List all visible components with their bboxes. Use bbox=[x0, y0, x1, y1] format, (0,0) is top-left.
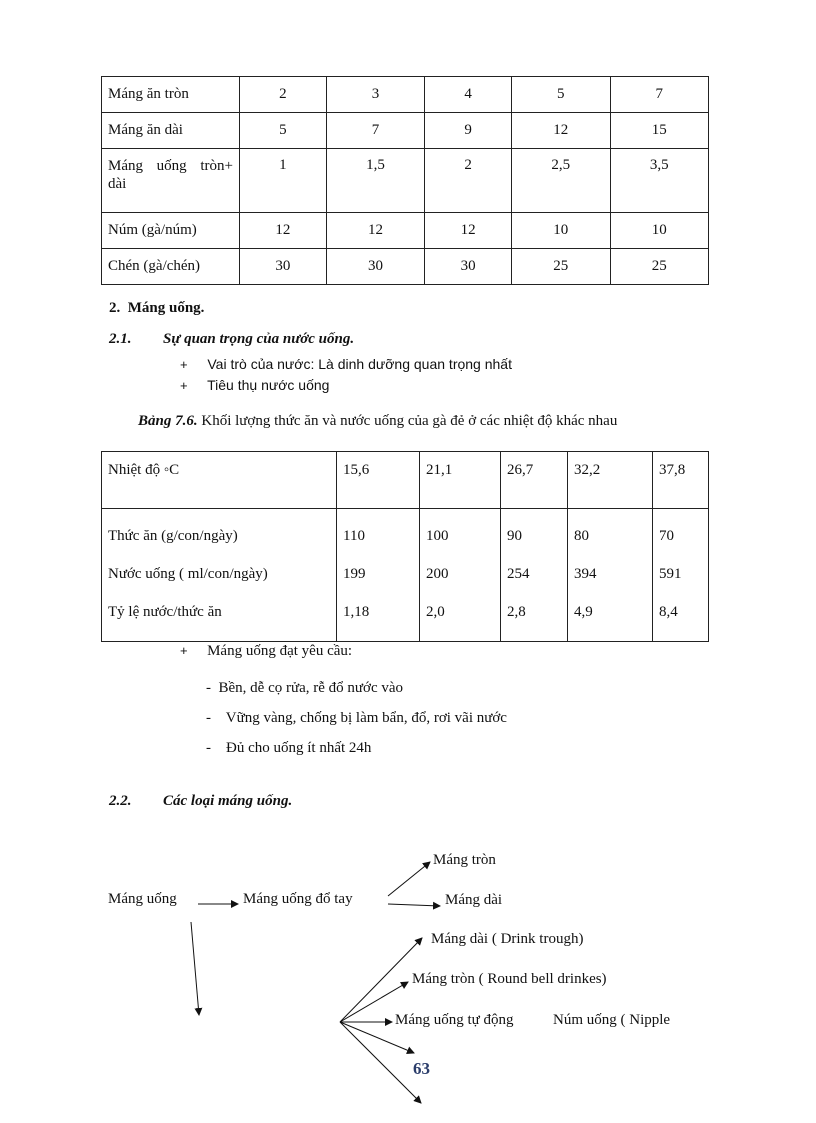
table-cell: 15 bbox=[610, 113, 709, 149]
table-cell: 200 bbox=[426, 566, 449, 582]
table-cell: 25 bbox=[610, 249, 709, 285]
table-cell: 90 bbox=[507, 528, 522, 544]
diagram-manual-round: Máng tròn bbox=[433, 852, 496, 868]
table-cell: 5 bbox=[512, 77, 610, 113]
row-label: Tỷ lệ nước/thức ăn bbox=[108, 604, 222, 620]
table-cell: 9 bbox=[425, 113, 512, 149]
page-number: 63 bbox=[413, 1059, 430, 1078]
table-cell: 3,5 bbox=[610, 149, 709, 213]
table-cell: 254 bbox=[507, 566, 530, 582]
header-cell: 37,8 bbox=[653, 452, 709, 509]
row-label: Máng ăn tròn bbox=[102, 77, 240, 113]
list-item-text: Vai trò của nước: Là dinh dưỡng quan trọng nhất bbox=[207, 356, 512, 372]
table-cell: 394 bbox=[574, 566, 597, 582]
table-cell: 30 bbox=[240, 249, 327, 285]
plus-bullet: + bbox=[180, 357, 188, 372]
table-cell: 1,18 bbox=[343, 604, 370, 620]
arrow-manual-to-long bbox=[388, 904, 440, 906]
table-cell: 2,8 bbox=[507, 604, 526, 620]
table-cell: 1,5 bbox=[326, 149, 424, 213]
list-item-text: Đủ cho uống ít nhất 24h bbox=[226, 740, 372, 756]
section-title: Sự quan trọng của nước uống. bbox=[163, 331, 355, 347]
table-cell: 12 bbox=[512, 113, 610, 149]
table-cell: 1 bbox=[240, 149, 327, 213]
diagram-auto: Máng uống tự động bbox=[395, 1012, 514, 1028]
dash-bullet: - bbox=[206, 740, 211, 756]
table-cell: 10 bbox=[610, 213, 709, 249]
table-cell: 12 bbox=[326, 213, 424, 249]
table-cell: 591 bbox=[659, 566, 682, 582]
diagram-auto-long: Máng dài ( Drink trough) bbox=[431, 931, 584, 947]
section-title: Các loại máng uống. bbox=[163, 793, 293, 809]
row-label: Thức ăn (g/con/ngày) bbox=[108, 528, 238, 544]
table-cell: 25 bbox=[512, 249, 610, 285]
diagram-root: Máng uống bbox=[108, 891, 177, 907]
row-label: Máng uống tròn+ dài bbox=[102, 149, 240, 213]
table-cell: 2 bbox=[425, 149, 512, 213]
table-cell: 10 bbox=[512, 213, 610, 249]
table-cell: 12 bbox=[425, 213, 512, 249]
arrow-root-down bbox=[191, 922, 199, 1015]
table-cell: 80 bbox=[574, 528, 589, 544]
plus-bullet: + bbox=[180, 378, 188, 393]
dash-bullet: - bbox=[206, 680, 211, 696]
table-cell: 3 bbox=[326, 77, 424, 113]
section-number: 2. bbox=[109, 300, 121, 316]
table-cell: 2,0 bbox=[426, 604, 445, 620]
diagram-manual: Máng uống đổ tay bbox=[243, 891, 353, 907]
plus-bullet: + bbox=[180, 643, 188, 658]
caption-text: Khối lượng thức ăn và nước uống của gà đẻ ở các nhiệt độ khác nhau bbox=[197, 413, 618, 429]
table-cell: 4 bbox=[425, 77, 512, 113]
list-item-text: Vững vàng, chống bị làm bẩn, đổ, rơi vãi nước bbox=[225, 710, 507, 726]
header-cell: 26,7 bbox=[501, 452, 568, 509]
list-item-text: Tiêu thụ nước uống bbox=[207, 377, 330, 393]
table-cell: 30 bbox=[425, 249, 512, 285]
section-number: 2.1. bbox=[109, 331, 132, 347]
list-item-text: Bền, dễ cọ rửa, rễ đổ nước vào bbox=[218, 680, 404, 696]
row-label: Nước uống ( ml/con/ngày) bbox=[108, 566, 268, 582]
diagram-nipple: Núm uống ( Nipple bbox=[553, 1012, 671, 1028]
row-label: Chén (gà/chén) bbox=[102, 249, 240, 285]
arrow-auto-to-long bbox=[340, 938, 422, 1022]
table-cell: 2,5 bbox=[512, 149, 610, 213]
section-number: 2.2. bbox=[109, 793, 132, 809]
diagram-manual-long: Máng dài bbox=[445, 892, 503, 908]
table-cell: 110 bbox=[343, 528, 365, 544]
table-cell: 8,4 bbox=[659, 604, 678, 620]
section-title: Máng uống. bbox=[127, 300, 205, 316]
caption-label: Bảng 7.6. bbox=[138, 413, 198, 429]
table-cell: 12 bbox=[240, 213, 327, 249]
table-cell: 7 bbox=[326, 113, 424, 149]
header-cell: 21,1 bbox=[420, 452, 501, 509]
row-label: Máng ăn dài bbox=[102, 113, 240, 149]
dash-bullet: - bbox=[206, 710, 211, 726]
table-cell: 100 bbox=[426, 528, 449, 544]
table-cell: 4,9 bbox=[574, 604, 593, 620]
table-cell: 2 bbox=[240, 77, 327, 113]
table-cell: 5 bbox=[240, 113, 327, 149]
table-cell: 7 bbox=[610, 77, 709, 113]
header-label: Nhiệt độ ◦C bbox=[102, 452, 337, 509]
header-cell: 32,2 bbox=[568, 452, 653, 509]
table-cell: 30 bbox=[326, 249, 424, 285]
table-cell: 199 bbox=[343, 566, 366, 582]
arrow-manual-to-round bbox=[388, 862, 430, 896]
arrow-auto-to-down2 bbox=[340, 1022, 421, 1103]
header-cell: 15,6 bbox=[337, 452, 420, 509]
requirements-title-text: Máng uống đạt yêu cầu: bbox=[207, 643, 353, 659]
diagram-auto-round: Máng tròn ( Round bell drinkes) bbox=[412, 971, 607, 987]
row-label: Núm (gà/núm) bbox=[102, 213, 240, 249]
table-cell: 70 bbox=[659, 528, 674, 544]
